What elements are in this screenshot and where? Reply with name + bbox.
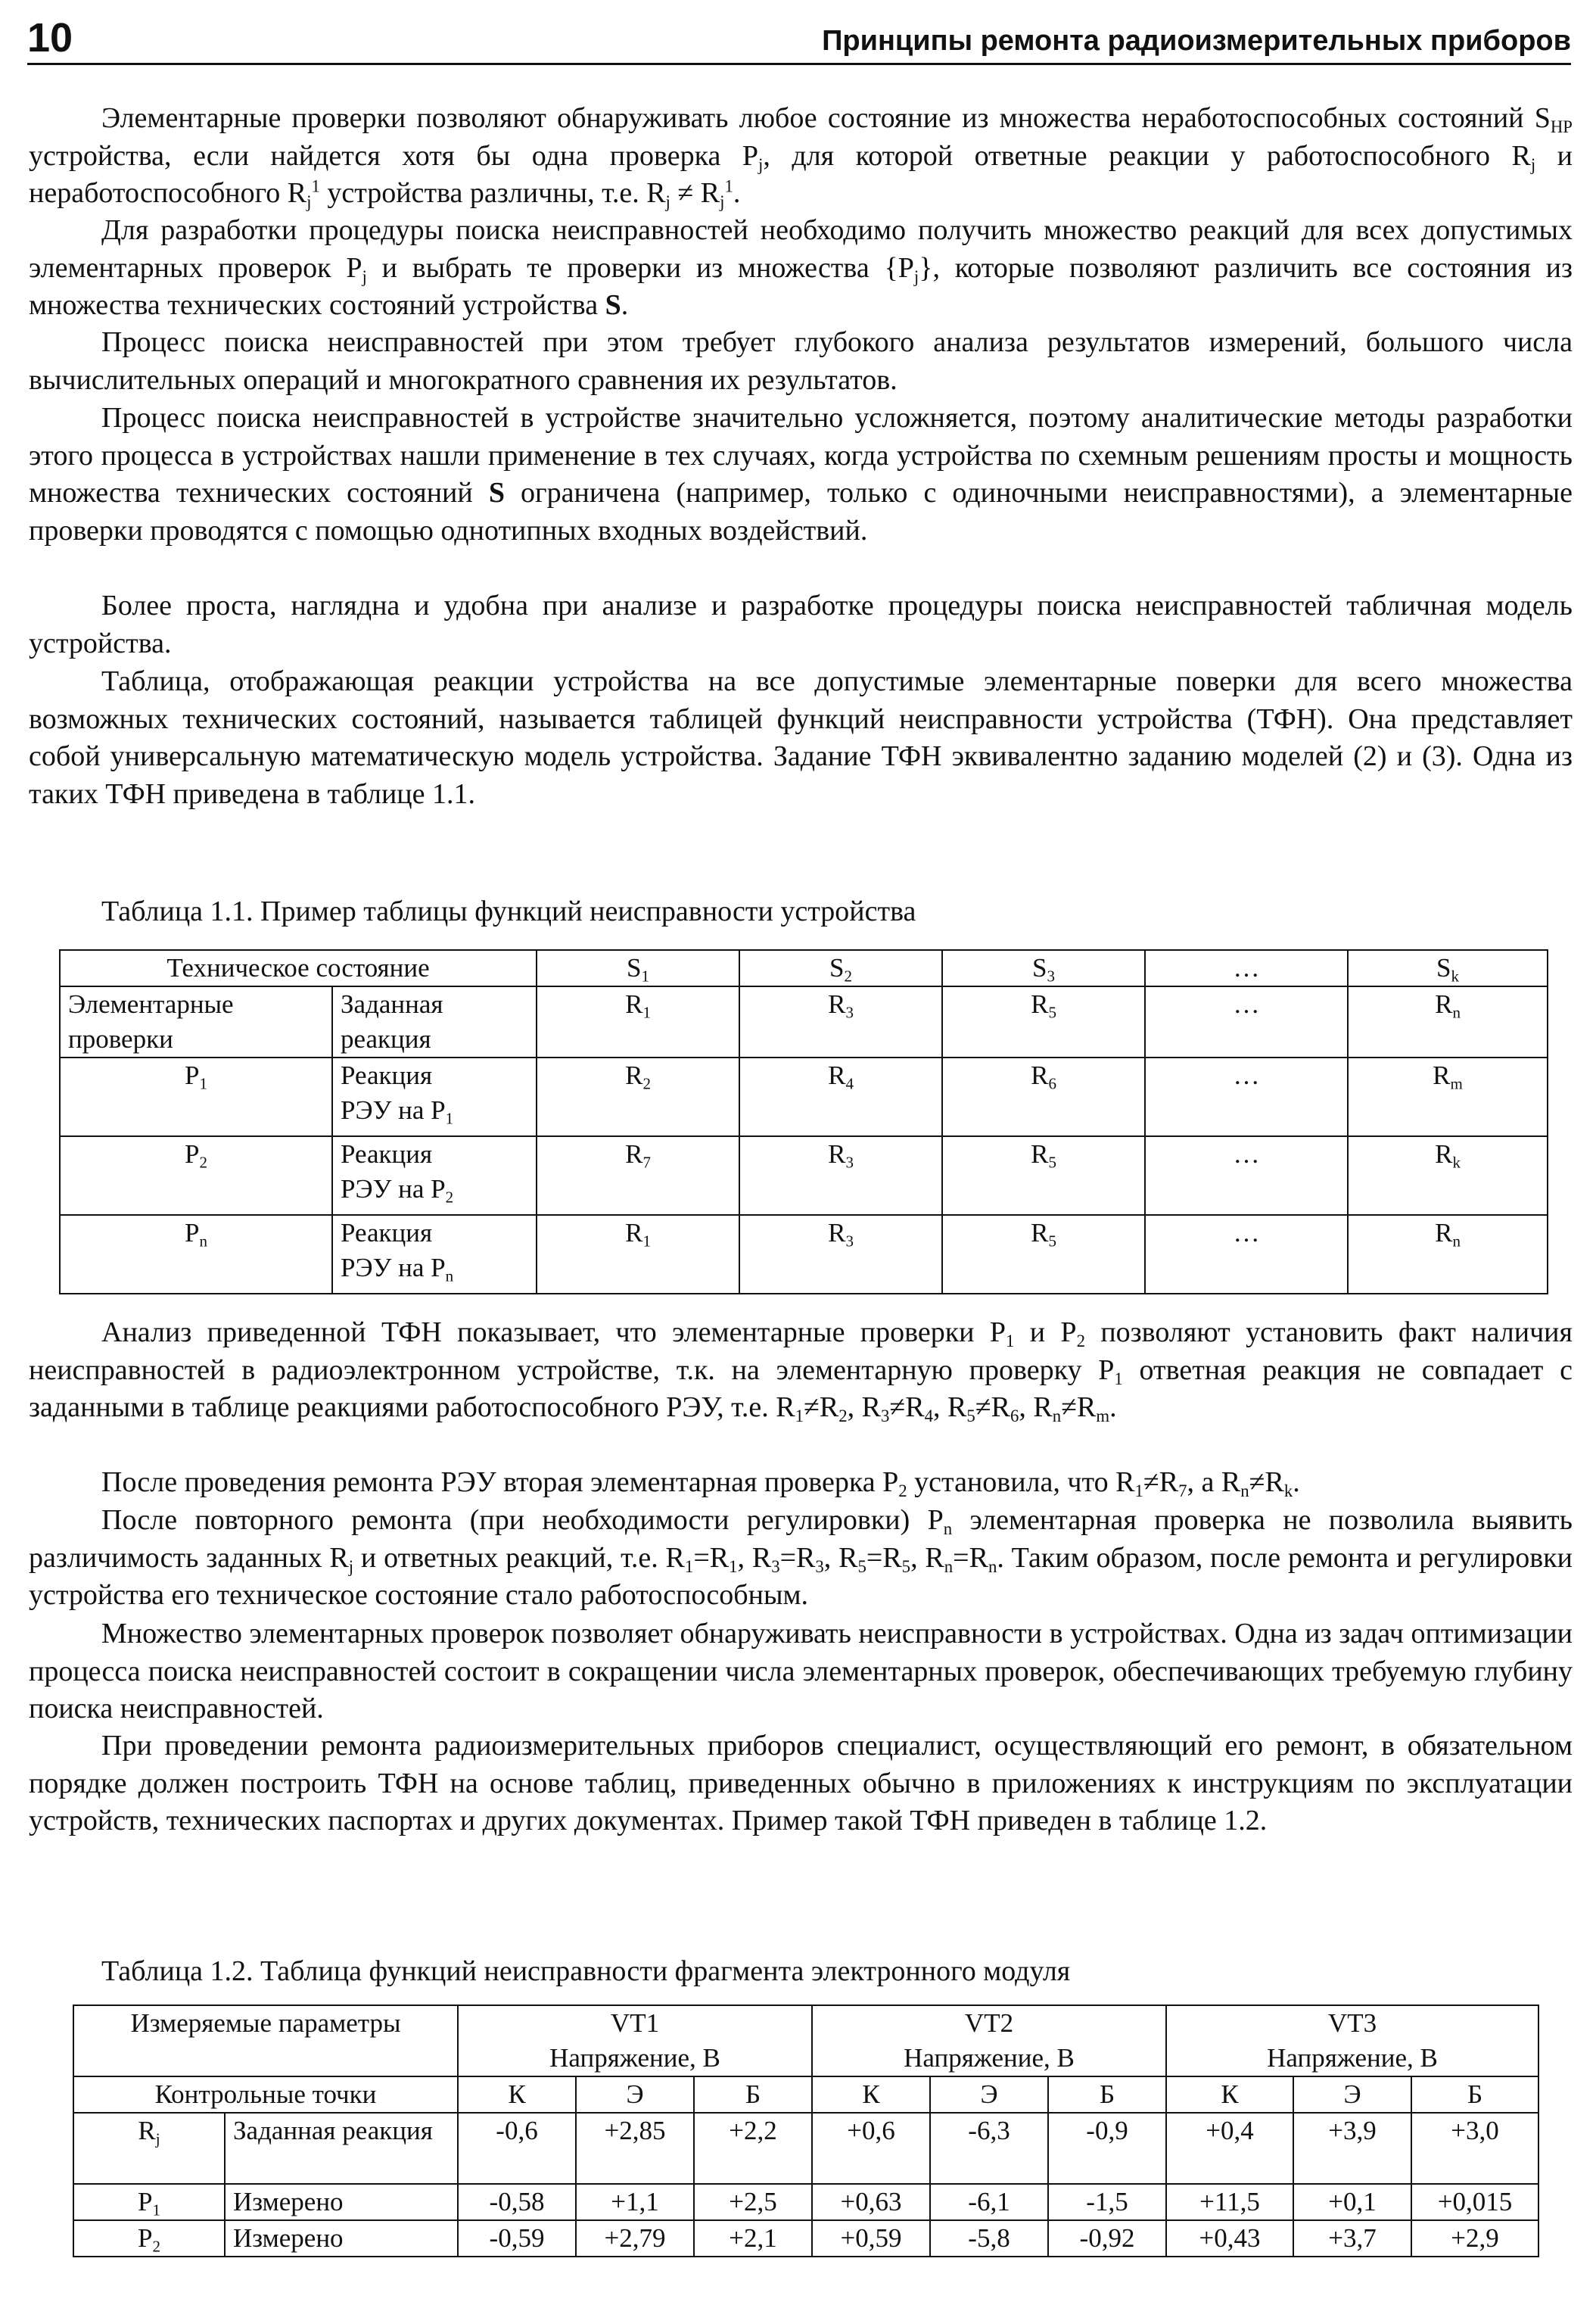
row-sub: Измерено bbox=[225, 2184, 458, 2220]
cell: -0,92 bbox=[1048, 2220, 1166, 2257]
fault-function-table-1 bbox=[59, 949, 1548, 1294]
row-label: $P_2$ bbox=[73, 2220, 225, 2257]
row-sub: Реакция РЭУ на $P_1$ bbox=[332, 1058, 537, 1136]
cell: +1,1 bbox=[576, 2184, 694, 2220]
cell: $R_n$ bbox=[1348, 986, 1548, 1058]
col-head-ellipsis: … bbox=[1145, 950, 1348, 986]
group-vt1 bbox=[458, 2005, 812, 2076]
col-head-s2: $S_2$ bbox=[739, 950, 942, 986]
paragraph-4: Процесс поиска неисправностей в устройстве значительно усложняется, поэтому аналитические методы разработки этого процесса в устройствах нашли применение в тех случаях, когда устройства по схемным решениям просты и мощность множества технических состояний S ограничена (например, только с одиночными неисправностями), а элементарные проверки проводятся с помощью однотипных входных воздействий. bbox=[29, 402, 1573, 547]
cell: -0,59 bbox=[458, 2220, 576, 2257]
col-head-s1: $S_1$ bbox=[537, 950, 739, 986]
row-sub: Реакция РЭУ на $P_n$ bbox=[332, 1215, 537, 1294]
group-name: VT1 bbox=[610, 2008, 660, 2038]
cell: +3,9 bbox=[1293, 2113, 1411, 2184]
point: К bbox=[1166, 2076, 1293, 2113]
row-sub: Заданная реакция bbox=[332, 986, 537, 1058]
row-label: Элементарные проверки bbox=[60, 986, 332, 1058]
cell: +0,63 bbox=[812, 2184, 930, 2220]
cell: -6,1 bbox=[930, 2184, 1048, 2220]
paragraph-5: Более проста, наглядна и удобна при анализе и разработке процедуры поиска неисправностей табличная модель устройства. bbox=[29, 590, 1573, 659]
point: Э bbox=[576, 2076, 694, 2113]
cell: +0,015 bbox=[1411, 2184, 1538, 2220]
point: Э bbox=[930, 2076, 1048, 2113]
cell: … bbox=[1145, 986, 1348, 1058]
cell: $R_5$ bbox=[942, 1136, 1145, 1215]
cell: -0,58 bbox=[458, 2184, 576, 2220]
row-sub: Заданная реакция bbox=[225, 2113, 458, 2184]
cell: $R_2$ bbox=[537, 1058, 739, 1136]
point: Б bbox=[1411, 2076, 1538, 2113]
cell: +2,79 bbox=[576, 2220, 694, 2257]
cell: $R_k$ bbox=[1348, 1136, 1548, 1215]
cell: -5,8 bbox=[930, 2220, 1048, 2257]
paragraph-10: Множество элементарных проверок позволяет обнаруживать неисправности в устройствах. Одна из задач оптимизации процесса поиска неисправностей состоит в сокращении числа элементарных проверок, обеспечивающих требуемую глубину поиска неисправностей. bbox=[29, 1618, 1573, 1724]
cell: $R_3$ bbox=[739, 1215, 942, 1294]
row-label: $P_1$ bbox=[73, 2184, 225, 2220]
row-label: $P_1$ bbox=[60, 1058, 332, 1136]
group-vt2 bbox=[812, 2005, 1166, 2076]
group-unit: Напряжение, В bbox=[549, 2043, 720, 2073]
cell: +0,59 bbox=[812, 2220, 930, 2257]
cell: -0,9 bbox=[1048, 2113, 1166, 2184]
cell: -6,3 bbox=[930, 2113, 1048, 2184]
point: Э bbox=[1293, 2076, 1411, 2113]
cell: … bbox=[1145, 1058, 1348, 1136]
group-name: VT3 bbox=[1327, 2008, 1377, 2038]
table-2-caption: Таблица 1.2. Таблица функций неисправности фрагмента электронного модуля bbox=[101, 1955, 1071, 1987]
cell: +2,2 bbox=[694, 2113, 812, 2184]
points-header: Контрольные точки bbox=[73, 2076, 458, 2113]
cell: +2,5 bbox=[694, 2184, 812, 2220]
group-vt3 bbox=[1166, 2005, 1538, 2076]
cell: … bbox=[1145, 1136, 1348, 1215]
row-sub: Реакция РЭУ на $P_2$ bbox=[332, 1136, 537, 1215]
paragraph-11: При проведении ремонта радиоизмерительных приборов специалист, осуществляющий его ремонт, в обязательном порядке должен построить ТФН на основе таблиц, приведенных обычно в приложениях к инструкциям по эксплуатации устройств, технических паспортах и других документах. Пример такой ТФН приведен в таблице 1.2. bbox=[29, 1730, 1573, 1836]
cell: $R_4$ bbox=[739, 1058, 942, 1136]
params-header: Измеряемые параметры bbox=[73, 2005, 458, 2076]
cell: +2,9 bbox=[1411, 2220, 1538, 2257]
cell: $R_m$ bbox=[1348, 1058, 1548, 1136]
col-head-sk: $S_k$ bbox=[1348, 950, 1548, 986]
cell: +0,6 bbox=[812, 2113, 930, 2184]
cell: +2,85 bbox=[576, 2113, 694, 2184]
point: Б bbox=[1048, 2076, 1166, 2113]
cell: +0,4 bbox=[1166, 2113, 1293, 2184]
cell: $R_5$ bbox=[942, 1215, 1145, 1294]
cell: +0,1 bbox=[1293, 2184, 1411, 2220]
group-unit: Напряжение, В bbox=[1267, 2043, 1438, 2073]
point: К bbox=[458, 2076, 576, 2113]
cell: +3,0 bbox=[1411, 2113, 1538, 2184]
group-name: VT2 bbox=[964, 2008, 1014, 2038]
row-label: $R_j$ bbox=[73, 2113, 225, 2184]
col-head-s3: $S_3$ bbox=[942, 950, 1145, 986]
cell: $R_1$ bbox=[537, 986, 739, 1058]
cell: $R_1$ bbox=[537, 1215, 739, 1294]
point: Б bbox=[694, 2076, 812, 2113]
cell: $R_3$ bbox=[739, 1136, 942, 1215]
paragraph-2: Для разработки процедуры поиска неисправностей необходимо получить множество реакций для всех допустимых элементарных проверок $P_j$ и выбрать те проверки из множества $\{P_j\}$, которые позволяют различить все состояния из множества технических состояний устройства S. bbox=[29, 214, 1573, 321]
paragraph-9: После повторного ремонта (при необходимости регулировки) $P_n$ элементарная проверка не позволила выявить различимость заданных $R_j$ и ответных реакций, т.е. $R_1=R_1$, $R_3=R_3$, $R_5=R_5$, $R_n=R_n$. Таким образом, после ремонта и регулировки устройства его техническое состояние стало работоспособным. bbox=[29, 1504, 1573, 1611]
cell: $R_n$ bbox=[1348, 1215, 1548, 1294]
paragraph-6: Таблица, отображающая реакции устройства на все допустимые элементарные поверки для всего множества возможных технических состояний, называется таблицей функций неисправности устройства (ТФН). Она представляет собой универсальную математическую модель устройства. Задание ТФН эквивалентно заданию моделей (2) и (3). Одна из таких ТФН приведена в таблице 1.1. bbox=[29, 665, 1573, 810]
cell: +2,1 bbox=[694, 2220, 812, 2257]
row-label: $P_n$ bbox=[60, 1215, 332, 1294]
cell: … bbox=[1145, 1215, 1348, 1294]
group-unit: Напряжение, В bbox=[904, 2043, 1075, 2073]
table-1-caption: Таблица 1.1. Пример таблицы функций неисправности устройства bbox=[101, 896, 916, 927]
row-sub: Измерено bbox=[225, 2220, 458, 2257]
cell: +11,5 bbox=[1166, 2184, 1293, 2220]
page-number: 10 bbox=[27, 15, 73, 61]
cell: -0,6 bbox=[458, 2113, 576, 2184]
cell: $R_3$ bbox=[739, 986, 942, 1058]
paragraph-7: Анализ приведенной ТФН показывает, что элементарные проверки $P_1$ и $P_2$ позволяют установить факт наличия неисправностей в радиоэлектронном устройстве, т.к. на элементарную проверку $P_1$ ответная реакция не совпадает с заданными в таблице реакциями работоспособного РЭУ, т.е. $R_1\ne R_2$, $R_3\ne R_4$, $R_5\ne R_6$, $R_n\ne R_m$. bbox=[29, 1316, 1573, 1425]
chapter-title: Принципы ремонта радиоизмерительных приборов bbox=[822, 25, 1571, 57]
cell: $R_7$ bbox=[537, 1136, 739, 1215]
paragraph-8: После проведения ремонта РЭУ вторая элементарная проверка $P_2$ установила, что $R_1\ne R_7$, а $R_n\ne R_k$. bbox=[101, 1466, 1300, 1500]
cell: +3,7 bbox=[1293, 2220, 1411, 2257]
row-label: $P_2$ bbox=[60, 1136, 332, 1215]
cell: $R_5$ bbox=[942, 986, 1145, 1058]
cell: -1,5 bbox=[1048, 2184, 1166, 2220]
cell: $R_6$ bbox=[942, 1058, 1145, 1136]
point: К bbox=[812, 2076, 930, 2113]
paragraph-3: Процесс поиска неисправностей при этом требует глубокого анализа результатов измерений, большого числа вычислительных операций и многократного сравнения их результатов. bbox=[29, 326, 1573, 396]
paragraph-1: Элементарные проверки позволяют обнаруживать любое состояние из множества неработоспособных состояний $S_{НР}$ устройства, если найдется хотя бы одна проверка $P_j$, для которой ответные реакции у работоспособного $R_j$ и неработоспособного $R_j^1$ устройства различны, т.е. $R_j \ne R_j^1$. bbox=[29, 102, 1573, 211]
fault-function-table-2 bbox=[73, 2005, 1539, 2257]
running-header bbox=[27, 14, 1571, 65]
state-header: Техническое состояние bbox=[60, 950, 537, 986]
cell: +0,43 bbox=[1166, 2220, 1293, 2257]
